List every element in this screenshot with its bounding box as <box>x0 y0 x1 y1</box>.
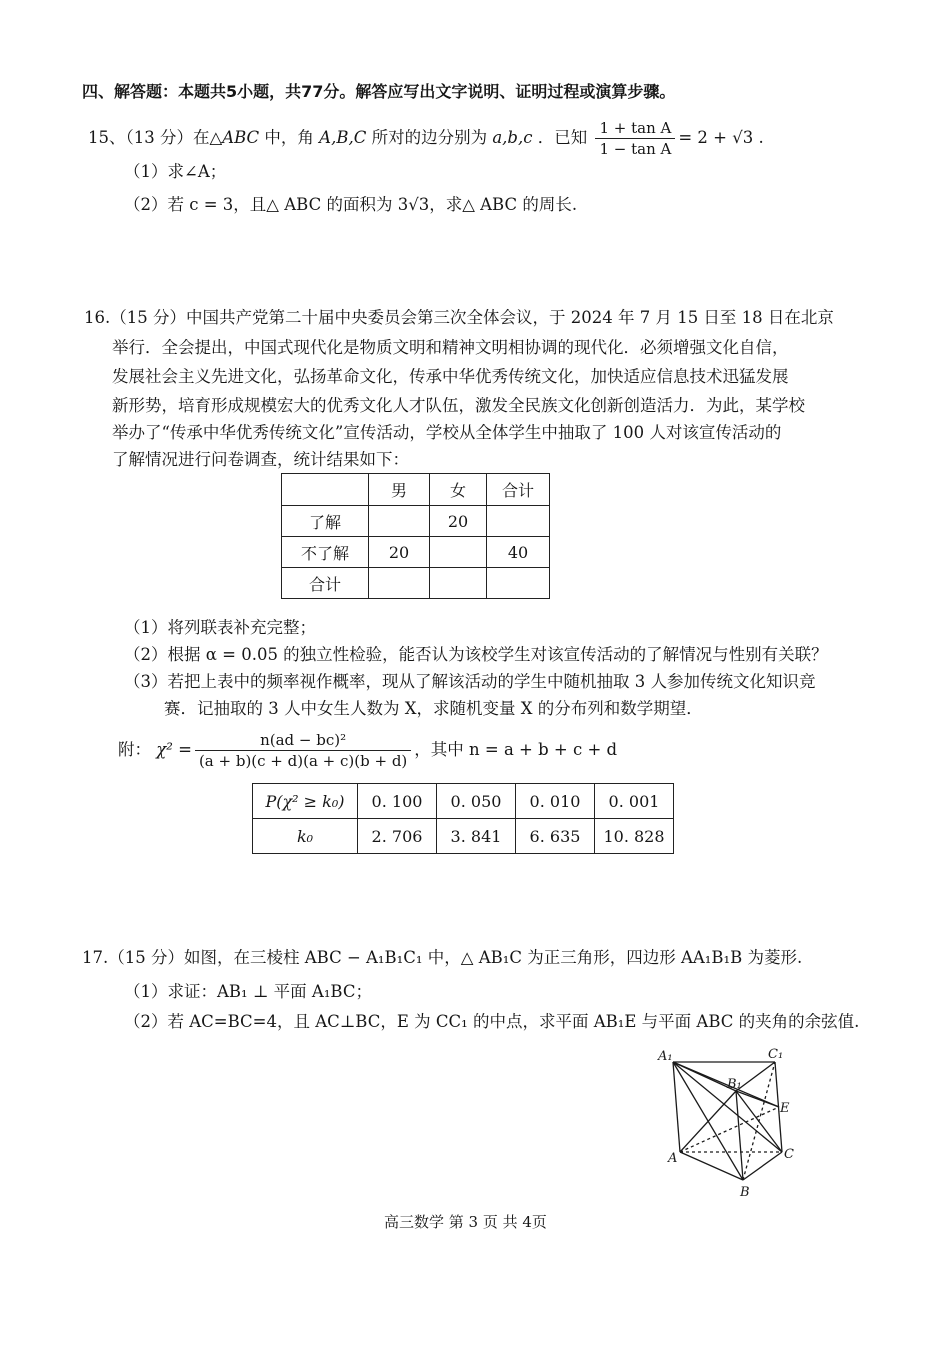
table-cell: 40 <box>487 537 550 568</box>
q15-middle: 中，角 <box>259 128 320 147</box>
q15-known: ．已知 <box>532 128 593 147</box>
q15-fraction <box>595 118 675 159</box>
table-cell <box>430 537 487 568</box>
q17-part1: （1）求证：AB₁ ⊥ 平面 A₁BC； <box>124 982 372 1001</box>
q15-angles: A,B,C <box>319 128 367 147</box>
table-cell: 10. 828 <box>595 819 674 854</box>
line-ae <box>680 1107 779 1152</box>
q15-part2: （2）若 c = 3，且△ ABC 的面积为 3√3，求△ ABC 的周长. <box>124 195 578 214</box>
q15-frac-rhs: = 2 + √3 . <box>678 128 764 147</box>
label-c1: C₁ <box>768 1047 784 1062</box>
edge-aa1 <box>673 1062 680 1152</box>
line-a1e <box>673 1062 779 1107</box>
critical-value-table <box>252 783 674 854</box>
table-cell: 2. 706 <box>358 819 437 854</box>
label-c: C <box>784 1147 794 1162</box>
q15-prefix: 15、（13 分）在△ <box>88 128 223 147</box>
chi-fraction <box>195 730 411 771</box>
q16-line3: 发展社会主义先进文化，弘扬革命文化，传承中华优秀传统文化，加快适应信息技术迅猛发展 <box>112 367 789 386</box>
table-cell <box>282 474 369 506</box>
chi-den: (a + b)(c + d)(a + c)(b + d) <box>198 752 408 770</box>
table-cell: 男 <box>369 474 430 506</box>
chi-num: n(ad − bc)² <box>195 730 411 751</box>
q15-part1: （1）求∠A； <box>124 162 227 181</box>
table-cell <box>487 568 550 599</box>
table-row <box>282 537 550 568</box>
table-cell: 0. 100 <box>358 784 437 819</box>
edge-b1c1 <box>736 1062 775 1091</box>
table-cell: 20 <box>369 537 430 568</box>
table-cell: 0. 050 <box>437 784 516 819</box>
line-a1c <box>673 1062 782 1152</box>
table-row <box>253 784 674 819</box>
section-heading: 四、解答题：本题共5小题，共77分。解答应写出文字说明、证明过程或演算步骤。 <box>82 82 676 101</box>
table-cell <box>487 506 550 537</box>
q15-stem <box>88 116 764 160</box>
table-cell: 不了解 <box>282 537 369 568</box>
q17-stem: 17.（15 分）如图，在三棱柱 ABC − A₁B₁C₁ 中，△ AB₁C 为正三角形，四边形 AA₁B₁B 为菱形. <box>82 948 803 967</box>
table-cell: 0. 001 <box>595 784 674 819</box>
q16-line2: 举行．全会提出，中国式现代化是物质文明和精神文明相协调的现代化．必须增强文化自信， <box>112 338 789 357</box>
chi-where: ，其中 n = a + b + c + d <box>414 740 618 759</box>
q17-part2: （2）若 AC=BC=4，且 AC⊥BC，E 为 CC₁ 的中点，求平面 AB₁E 与平面 ABC 的夹角的余弦值. <box>124 1012 860 1031</box>
label-b: B <box>740 1185 750 1200</box>
table-cell: 20 <box>430 506 487 537</box>
table-cell: 3. 841 <box>437 819 516 854</box>
q15-frac-den: 1 − tan A <box>599 140 672 158</box>
q16-part3a: （3）若把上表中的频率视作概率，现从了解该活动的学生中随机抽取 3 人参加传统文化知识竞 <box>124 672 816 691</box>
q16-line5: 举办了“传承中华优秀传统文化”宣传活动，学校从全体学生中抽取了 100 人对该宣传活动的 <box>112 423 782 442</box>
table-cell: 6. 635 <box>516 819 595 854</box>
q16-part1: （1）将列联表补充完整； <box>124 618 316 637</box>
table-header-row <box>282 474 550 506</box>
q16-line4: 新形势，培育形成规模宏大的优秀文化人才队伍，激发全民族文化创新创造活力．为此，某学校 <box>112 396 805 415</box>
table-cell <box>430 568 487 599</box>
table-row <box>282 568 550 599</box>
table-cell: 了解 <box>282 506 369 537</box>
table-cell: 合计 <box>282 568 369 599</box>
q16-part2: （2）根据 α = 0.05 的独立性检验，能否认为该校学生对该宣传活动的了解情况与性别有关联？ <box>124 645 828 664</box>
edge-bb1 <box>736 1091 743 1180</box>
q16-line6: 了解情况进行问卷调查，统计结果如下： <box>112 450 409 469</box>
chi-lhs: χ² = <box>156 740 192 759</box>
label-a: A <box>668 1151 678 1166</box>
q16-appendix <box>118 728 617 772</box>
q15-triangle: ABC <box>222 128 260 147</box>
table-cell: P(χ² ≥ k₀) <box>253 784 358 819</box>
table-cell <box>369 506 430 537</box>
label-a1: A₁ <box>658 1049 673 1064</box>
contingency-table <box>281 473 550 599</box>
appendix-label: 附： <box>118 740 151 759</box>
page-footer: 高三数学 第 3 页 共 4页 <box>384 1213 547 1231</box>
table-row <box>253 819 674 854</box>
table-cell: 合计 <box>487 474 550 506</box>
label-e: E <box>780 1101 790 1116</box>
label-b1: B₁ <box>727 1077 742 1092</box>
table-cell <box>369 568 430 599</box>
table-row <box>282 506 550 537</box>
q16-line1: 16.（15 分）中国共产党第二十届中央委员会第三次全体会议，于 2024 年 7 月 15 日至 18 日在北京 <box>84 308 834 327</box>
prism-figure <box>650 1040 810 1210</box>
table-cell: 女 <box>430 474 487 506</box>
q15-middle2: 所对的边分别为 <box>366 128 493 147</box>
q16-part3b: 赛．记抽取的 3 人中女生人数为 X，求随机变量 X 的分布列和数学期望． <box>164 699 703 718</box>
q15-frac-num: 1 + tan A <box>595 118 675 139</box>
table-cell: k₀ <box>253 819 358 854</box>
edge-ab <box>680 1152 743 1180</box>
q15-sides: a,b,c <box>492 128 533 147</box>
table-cell: 0. 010 <box>516 784 595 819</box>
